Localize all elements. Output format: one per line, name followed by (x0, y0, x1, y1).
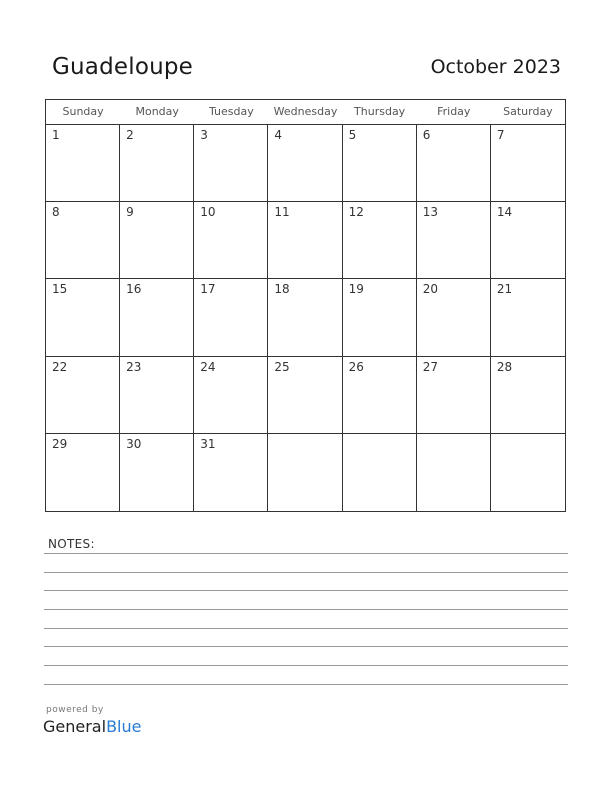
brand-logo (43, 717, 141, 736)
day-number: 11 (274, 205, 290, 220)
day-number: 31 (200, 436, 216, 451)
calendar-grid (45, 99, 566, 512)
weekday-monday: Monday (135, 105, 179, 118)
day-cell (491, 279, 565, 356)
day-cell (417, 202, 491, 279)
day-number: 24 (200, 359, 216, 374)
day-number: 29 (52, 436, 68, 451)
day-cell (343, 434, 417, 511)
day-cell (491, 202, 565, 279)
weekday-tuesday: Tuesday (208, 105, 254, 118)
day-cell (194, 357, 268, 434)
day-number: 26 (348, 359, 364, 374)
day-number: 23 (126, 359, 142, 374)
weekday-thursday: Thursday (354, 105, 406, 118)
day-number: 18 (274, 282, 290, 297)
day-cell (491, 125, 565, 202)
day-number: 7 (496, 128, 505, 142)
day-number: 15 (52, 282, 68, 297)
weekday-header-row (46, 100, 565, 125)
day-number: 25 (274, 359, 290, 374)
day-cell (194, 125, 268, 202)
day-cell (268, 357, 342, 434)
day-number: 30 (126, 436, 142, 451)
notes-line (44, 646, 568, 647)
calendar-region-title: Guadeloupe (52, 54, 194, 80)
day-cell (268, 279, 342, 356)
day-number: 27 (422, 359, 438, 374)
day-cell (46, 357, 120, 434)
day-cell (417, 125, 491, 202)
day-cell (46, 434, 120, 511)
day-cell (417, 357, 491, 434)
day-number: 17 (200, 282, 216, 297)
notes-line (44, 665, 568, 666)
notes-line (44, 553, 568, 554)
day-cell (417, 279, 491, 356)
day-number: 2 (126, 128, 134, 142)
day-number: 8 (52, 205, 60, 220)
brand-name-part2: Blue (106, 717, 142, 736)
day-cell (120, 357, 194, 434)
day-cell (120, 202, 194, 279)
brand-name-part1: General (43, 717, 107, 736)
day-cell (491, 357, 565, 434)
day-cell (343, 125, 417, 202)
calendar-month-year: October 2023 (430, 56, 561, 78)
day-cell (343, 357, 417, 434)
day-number: 20 (422, 282, 438, 297)
day-number: 14 (496, 205, 513, 220)
weekday-friday: Friday (437, 105, 471, 118)
day-number: 28 (496, 359, 513, 374)
weekday-wednesday: Wednesday (273, 105, 338, 118)
notes-line (44, 572, 568, 573)
day-cell (46, 125, 120, 202)
day-cell (194, 279, 268, 356)
day-cell (194, 434, 268, 511)
day-number: 4 (274, 128, 283, 142)
notes-label: NOTES: (48, 537, 95, 551)
day-number: 19 (348, 282, 364, 297)
day-number: 12 (348, 205, 364, 220)
day-cell (46, 202, 120, 279)
day-cell (268, 202, 342, 279)
day-cell (343, 202, 417, 279)
day-number: 13 (422, 205, 438, 220)
day-number: 1 (52, 128, 60, 142)
day-cell (194, 202, 268, 279)
day-number: 9 (126, 205, 134, 220)
day-cell (120, 279, 194, 356)
day-cell (417, 434, 491, 511)
day-cell (491, 434, 565, 511)
notes-line (44, 628, 568, 629)
weekday-sunday: Sunday (62, 105, 104, 118)
day-cells (46, 125, 565, 511)
day-number: 22 (52, 359, 68, 374)
day-number: 6 (422, 128, 431, 142)
day-number: 16 (126, 282, 142, 297)
day-number: 21 (496, 282, 513, 297)
day-cell (120, 125, 194, 202)
weekday-saturday: Saturday (503, 105, 553, 118)
day-number: 10 (200, 205, 216, 220)
notes-line (44, 590, 568, 591)
notes-line (44, 609, 568, 610)
day-cell (268, 434, 342, 511)
day-number: 5 (348, 128, 357, 142)
notes-line (44, 684, 568, 685)
day-cell (46, 279, 120, 356)
powered-by-text: powered by (46, 705, 104, 715)
day-number: 3 (200, 128, 208, 142)
day-cell (343, 279, 417, 356)
day-cell (268, 125, 342, 202)
day-cell (120, 434, 194, 511)
